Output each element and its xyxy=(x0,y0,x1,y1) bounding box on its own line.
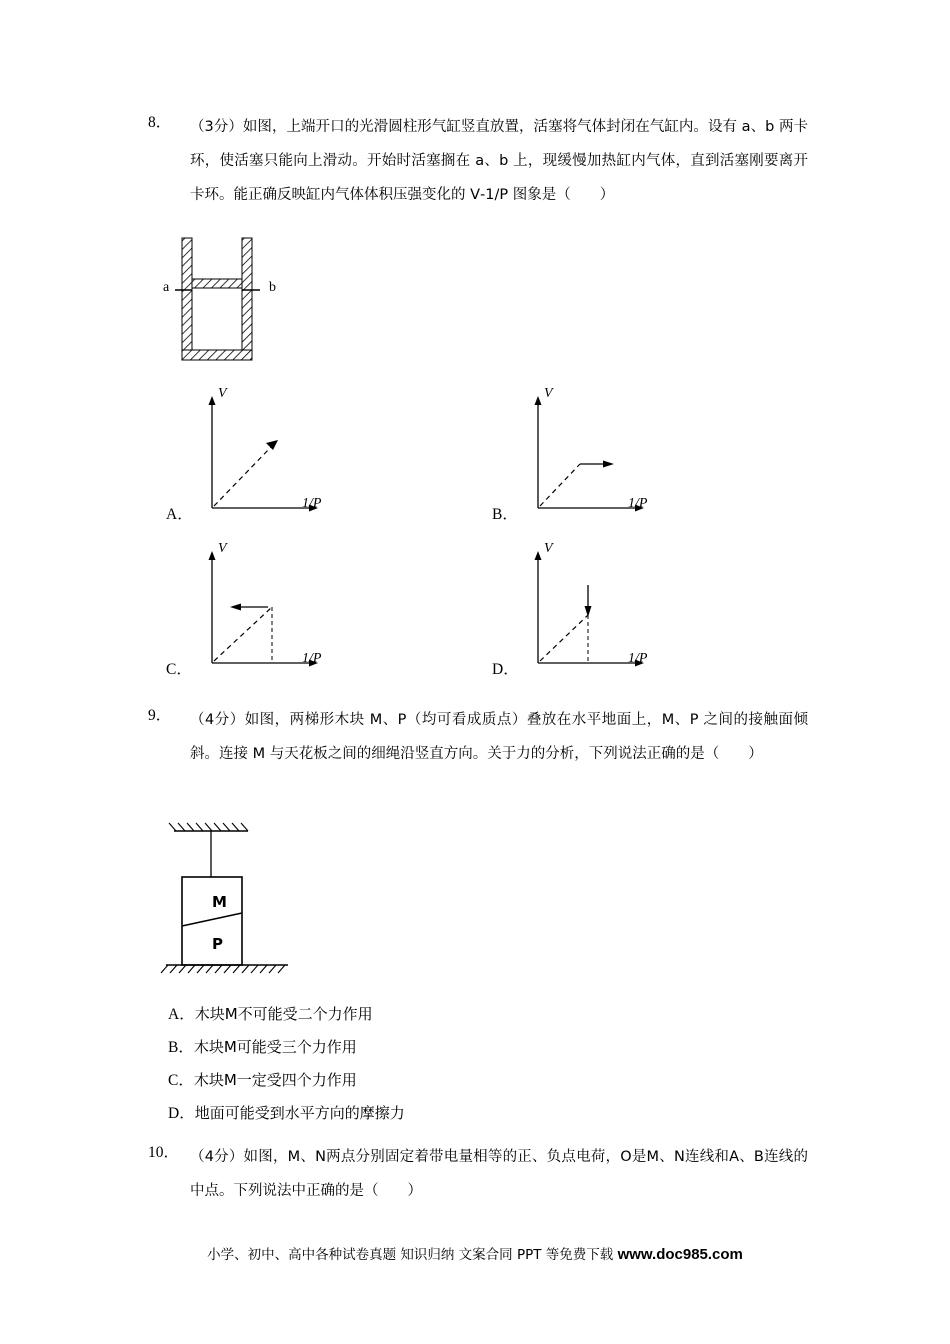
block-label-p: P xyxy=(212,935,223,953)
question-8-number: 8． xyxy=(148,114,172,131)
question-9-option-d xyxy=(168,1097,808,1130)
option-b-graph xyxy=(492,386,658,523)
option-d-x-axis-label: 1/P xyxy=(628,651,648,666)
option-c-label: C． xyxy=(166,661,192,678)
question-9-option-d-text: 地面可能受到水平方向的摩擦力 xyxy=(194,1104,405,1122)
question-8 xyxy=(148,110,808,212)
question-9-number: 9． xyxy=(148,707,172,724)
question-10-text xyxy=(190,1140,808,1208)
question-9-option-a-text: 木块M不可能受二个力作用 xyxy=(194,1005,373,1023)
option-b-label: B． xyxy=(492,506,518,523)
question-8-text xyxy=(190,110,808,212)
option-a-x-axis-label: 1/P xyxy=(302,496,322,511)
option-b-x-axis-label: 1/P xyxy=(628,496,648,511)
option-d-y-axis-label: V xyxy=(544,541,553,556)
ring-label-a: a xyxy=(163,280,170,295)
page-footer xyxy=(0,1243,950,1263)
question-9-options xyxy=(168,998,808,1130)
blocks-figure xyxy=(160,815,320,990)
option-c-y-axis-label: V xyxy=(218,541,227,556)
footer-text: 小学、初中、高中各种试卷真题 知识归纳 文案合同 PPT 等免费下载 xyxy=(207,1247,614,1263)
question-9-text xyxy=(190,703,808,771)
question-8-body: 如图，上端开口的光滑圆柱形气缸竖直放置，活塞将气体封闭在气缸内。设有 a、b 两卡环，使活塞只能向上滑动。开始时活塞搁在 a、b 上，现缓慢加热缸内气体，直到活塞刚要离开卡环。能正确反映缸内气体体积压强变化的 V‑1/P 图象是（ ） xyxy=(190,119,808,203)
question-9-option-b xyxy=(168,1031,808,1064)
option-d-graph xyxy=(492,541,658,678)
question-10-number: 10． xyxy=(148,1144,180,1161)
option-a-label: A． xyxy=(166,506,193,523)
option-d-label: D． xyxy=(492,661,519,678)
question-10 xyxy=(148,1140,808,1208)
option-a-graph xyxy=(166,386,332,523)
question-10-score: （4分） xyxy=(190,1149,244,1165)
cylinder-figure xyxy=(165,232,285,372)
option-a-y-axis-label: V xyxy=(218,386,227,401)
ring-label-b: b xyxy=(269,280,276,295)
question-9-option-c-label: C． xyxy=(168,1072,194,1089)
block-label-m: M xyxy=(212,893,227,911)
question-9-option-b-text: 木块M可能受三个力作用 xyxy=(193,1038,357,1056)
question-9 xyxy=(148,703,808,771)
option-c-x-axis-label: 1/P xyxy=(302,651,322,666)
question-9-option-a xyxy=(168,998,808,1031)
footer-site[interactable]: www.doc985.com xyxy=(617,1246,743,1263)
question-9-option-a-label: A． xyxy=(168,1006,195,1023)
question-9-option-d-label: D． xyxy=(168,1105,195,1122)
question-9-option-b-label: B． xyxy=(168,1039,194,1056)
question-9-body: 如图，两梯形木块 M、P（均可看成质点）叠放在水平地面上，M、P 之间的接触面倾斜。连接 M 与天花板之间的细绳沿竖直方向。关于力的分析，下列说法正确的是（ ） xyxy=(190,712,808,762)
option-b-y-axis-label: V xyxy=(544,386,553,401)
question-9-option-c-text: 木块M一定受四个力作用 xyxy=(193,1071,357,1089)
question-8-score: （3分） xyxy=(190,119,243,135)
option-c-graph xyxy=(166,541,332,678)
question-10-body: 如图，M、N两点分别固定着带电量相等的正、负点电荷，O是M、N连线和A、B连线的中点。下列说法中正确的是（ ） xyxy=(190,1149,808,1199)
question-9-score: （4分） xyxy=(190,712,245,728)
question-9-option-c xyxy=(168,1064,808,1097)
